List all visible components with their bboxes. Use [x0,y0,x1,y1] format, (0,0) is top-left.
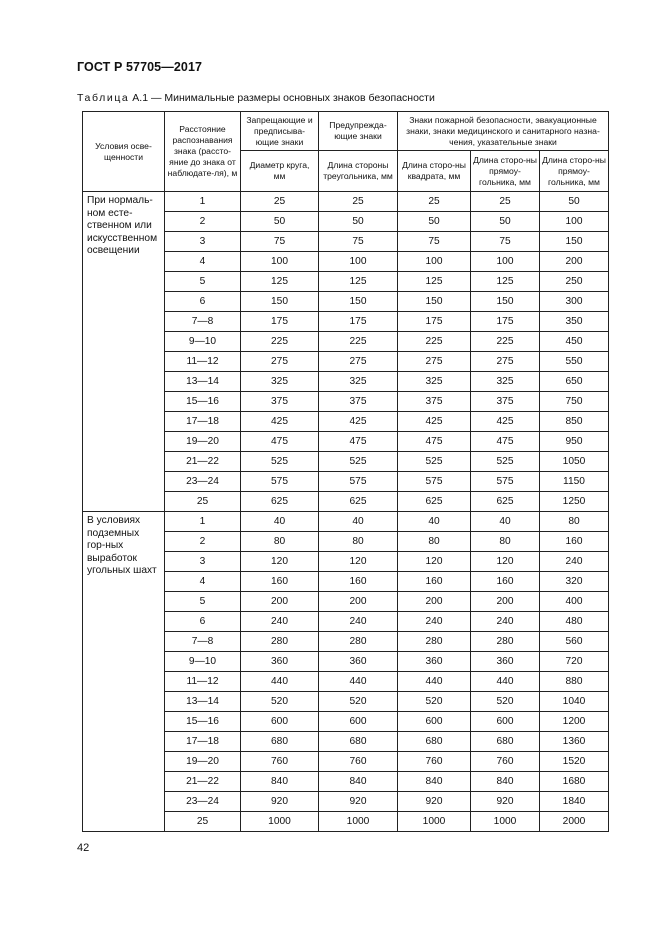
size-cell: 175 [319,312,398,332]
header-triangle-side: Длина стороны треугольника, мм [319,151,398,192]
size-cell: 760 [471,752,540,772]
size-cell: 280 [319,632,398,652]
size-cell: 425 [471,412,540,432]
size-cell: 200 [319,592,398,612]
size-cell: 325 [319,372,398,392]
size-cell: 175 [398,312,471,332]
size-cell: 375 [241,392,319,412]
size-cell: 275 [241,352,319,372]
size-cell: 280 [471,632,540,652]
table-row [83,512,609,532]
distance-cell: 19—20 [165,432,241,452]
size-cell: 840 [398,772,471,792]
size-cell: 100 [319,252,398,272]
size-cell: 240 [241,612,319,632]
size-cell: 920 [319,792,398,812]
size-cell: 475 [319,432,398,452]
size-cell: 325 [398,372,471,392]
size-cell: 225 [241,332,319,352]
header-prohibit-group: Запрещающие и предписыва-ющие знаки [241,112,319,151]
distance-cell: 3 [165,552,241,572]
size-cell: 1680 [540,772,609,792]
size-cell: 320 [540,572,609,592]
size-cell: 525 [398,452,471,472]
distance-cell: 15—16 [165,392,241,412]
size-cell: 160 [241,572,319,592]
distance-cell: 2 [165,532,241,552]
distance-cell: 4 [165,572,241,592]
size-cell: 550 [540,352,609,372]
size-cell: 425 [241,412,319,432]
size-cell: 225 [398,332,471,352]
size-cell: 1050 [540,452,609,472]
size-cell: 2000 [540,812,609,832]
size-cell: 280 [241,632,319,652]
size-cell: 50 [540,192,609,212]
size-cell: 920 [471,792,540,812]
distance-cell: 9—10 [165,652,241,672]
size-cell: 25 [319,192,398,212]
condition-cell: В условиях подземных гор-ных выработок угольных шахт [83,512,165,832]
size-cell: 25 [471,192,540,212]
size-cell: 750 [540,392,609,412]
size-cell: 625 [319,492,398,512]
size-cell: 80 [540,512,609,532]
size-cell: 325 [471,372,540,392]
size-cell: 1360 [540,732,609,752]
size-cell: 440 [471,672,540,692]
size-cell: 680 [241,732,319,752]
size-cell: 50 [241,212,319,232]
size-cell: 80 [241,532,319,552]
table-body [83,192,609,832]
size-cell: 160 [540,532,609,552]
distance-cell: 25 [165,492,241,512]
size-cell: 440 [319,672,398,692]
distance-cell: 23—24 [165,792,241,812]
size-cell: 225 [319,332,398,352]
size-cell: 125 [241,272,319,292]
distance-cell: 2 [165,212,241,232]
size-cell: 50 [398,212,471,232]
size-cell: 760 [398,752,471,772]
page-number: 42 [77,842,90,854]
size-cell: 475 [398,432,471,452]
size-cell: 1000 [471,812,540,832]
size-cell: 1040 [540,692,609,712]
size-cell: 240 [540,552,609,572]
size-cell: 300 [540,292,609,312]
size-cell: 350 [540,312,609,332]
size-cell: 625 [471,492,540,512]
size-cell: 475 [241,432,319,452]
distance-cell: 5 [165,592,241,612]
safety-signs-size-table [82,111,609,832]
size-cell: 475 [471,432,540,452]
size-cell: 840 [471,772,540,792]
header-rect-side-2: Длина сторо-ны прямоу-гольника, мм [540,151,609,192]
size-cell: 360 [398,652,471,672]
size-cell: 100 [540,212,609,232]
distance-cell: 7—8 [165,632,241,652]
size-cell: 125 [471,272,540,292]
size-cell: 175 [241,312,319,332]
size-cell: 1520 [540,752,609,772]
size-cell: 480 [540,612,609,632]
size-cell: 600 [398,712,471,732]
size-cell: 575 [398,472,471,492]
distance-cell: 17—18 [165,732,241,752]
size-cell: 200 [471,592,540,612]
size-cell: 120 [398,552,471,572]
size-cell: 600 [471,712,540,732]
distance-cell: 1 [165,512,241,532]
distance-cell: 6 [165,292,241,312]
size-cell: 280 [398,632,471,652]
size-cell: 40 [471,512,540,532]
size-cell: 75 [241,232,319,252]
size-cell: 440 [398,672,471,692]
size-cell: 40 [398,512,471,532]
size-cell: 560 [540,632,609,652]
size-cell: 80 [398,532,471,552]
size-cell: 375 [398,392,471,412]
size-cell: 150 [398,292,471,312]
size-cell: 275 [319,352,398,372]
document-code: ГОСТ Р 57705—2017 [77,60,203,74]
header-condition: Условия осве-щенности [83,112,165,192]
size-cell: 250 [540,272,609,292]
size-cell: 650 [540,372,609,392]
distance-cell: 9—10 [165,332,241,352]
size-cell: 125 [398,272,471,292]
size-cell: 240 [319,612,398,632]
distance-cell: 15—16 [165,712,241,732]
size-cell: 325 [241,372,319,392]
header-circle-diameter: Диаметр круга, мм [241,151,319,192]
distance-cell: 6 [165,612,241,632]
size-cell: 625 [398,492,471,512]
size-cell: 1000 [241,812,319,832]
size-cell: 160 [398,572,471,592]
size-cell: 575 [319,472,398,492]
header-fire-group: Знаки пожарной безопасности, эвакуационные знаки, знаки медицинского и санитарного назна-чения, указательные знаки [398,112,609,151]
size-cell: 150 [319,292,398,312]
size-cell: 225 [471,332,540,352]
distance-cell: 7—8 [165,312,241,332]
size-cell: 275 [471,352,540,372]
header-rect-side-1: Длина сторо-ны прямоу-гольника, мм [471,151,540,192]
distance-cell: 19—20 [165,752,241,772]
size-cell: 525 [471,452,540,472]
size-cell: 200 [540,252,609,272]
size-cell: 625 [241,492,319,512]
size-cell: 150 [540,232,609,252]
table-row [83,192,609,212]
size-cell: 80 [471,532,540,552]
distance-cell: 17—18 [165,412,241,432]
size-cell: 120 [319,552,398,572]
size-cell: 600 [241,712,319,732]
distance-cell: 11—12 [165,672,241,692]
size-cell: 680 [398,732,471,752]
size-cell: 450 [540,332,609,352]
size-cell: 440 [241,672,319,692]
size-cell: 375 [471,392,540,412]
size-cell: 680 [471,732,540,752]
size-cell: 920 [398,792,471,812]
size-cell: 120 [471,552,540,572]
size-cell: 425 [398,412,471,432]
header-distance: Расстояние распознавания знака (рассто-яние до знака от наблюдате-ля), м [165,112,241,192]
size-cell: 175 [471,312,540,332]
size-cell: 1200 [540,712,609,732]
size-cell: 425 [319,412,398,432]
size-cell: 40 [319,512,398,532]
size-cell: 840 [319,772,398,792]
size-cell: 100 [241,252,319,272]
size-cell: 160 [471,572,540,592]
size-cell: 850 [540,412,609,432]
size-cell: 520 [471,692,540,712]
size-cell: 880 [540,672,609,692]
header-square-side: Длина сторо-ны квадрата, мм [398,151,471,192]
size-cell: 75 [398,232,471,252]
size-cell: 240 [398,612,471,632]
size-cell: 400 [540,592,609,612]
table-caption [77,92,435,104]
size-cell: 200 [241,592,319,612]
size-cell: 525 [319,452,398,472]
size-cell: 275 [398,352,471,372]
size-cell: 360 [241,652,319,672]
distance-cell: 5 [165,272,241,292]
size-cell: 360 [319,652,398,672]
size-cell: 1150 [540,472,609,492]
table-caption-text: А.1 — Минимальные размеры основных знаков безопасности [129,92,435,104]
size-cell: 360 [471,652,540,672]
distance-cell: 21—22 [165,772,241,792]
size-cell: 120 [241,552,319,572]
distance-cell: 25 [165,812,241,832]
table-caption-label: Таблица [77,92,130,104]
size-cell: 525 [241,452,319,472]
size-cell: 160 [319,572,398,592]
size-cell: 1000 [398,812,471,832]
size-cell: 840 [241,772,319,792]
size-cell: 520 [398,692,471,712]
size-cell: 50 [319,212,398,232]
size-cell: 520 [319,692,398,712]
size-cell: 1250 [540,492,609,512]
distance-cell: 13—14 [165,692,241,712]
size-cell: 25 [398,192,471,212]
size-cell: 75 [319,232,398,252]
size-cell: 40 [241,512,319,532]
size-cell: 720 [540,652,609,672]
distance-cell: 11—12 [165,352,241,372]
size-cell: 575 [241,472,319,492]
distance-cell: 13—14 [165,372,241,392]
size-cell: 950 [540,432,609,452]
size-cell: 1000 [319,812,398,832]
size-cell: 600 [319,712,398,732]
header-warn-group: Предупрежда-ющие знаки [319,112,398,151]
distance-cell: 3 [165,232,241,252]
size-cell: 125 [319,272,398,292]
size-cell: 1840 [540,792,609,812]
size-cell: 25 [241,192,319,212]
size-cell: 100 [471,252,540,272]
size-cell: 680 [319,732,398,752]
condition-cell: При нормаль-ном есте-ственном или искусственном освещении [83,192,165,512]
size-cell: 375 [319,392,398,412]
size-cell: 240 [471,612,540,632]
size-cell: 575 [471,472,540,492]
distance-cell: 23—24 [165,472,241,492]
size-cell: 920 [241,792,319,812]
size-cell: 200 [398,592,471,612]
size-cell: 100 [398,252,471,272]
distance-cell: 4 [165,252,241,272]
size-cell: 760 [241,752,319,772]
size-cell: 50 [471,212,540,232]
distance-cell: 1 [165,192,241,212]
size-cell: 520 [241,692,319,712]
size-cell: 80 [319,532,398,552]
distance-cell: 21—22 [165,452,241,472]
size-cell: 75 [471,232,540,252]
size-cell: 150 [241,292,319,312]
size-cell: 760 [319,752,398,772]
size-cell: 150 [471,292,540,312]
